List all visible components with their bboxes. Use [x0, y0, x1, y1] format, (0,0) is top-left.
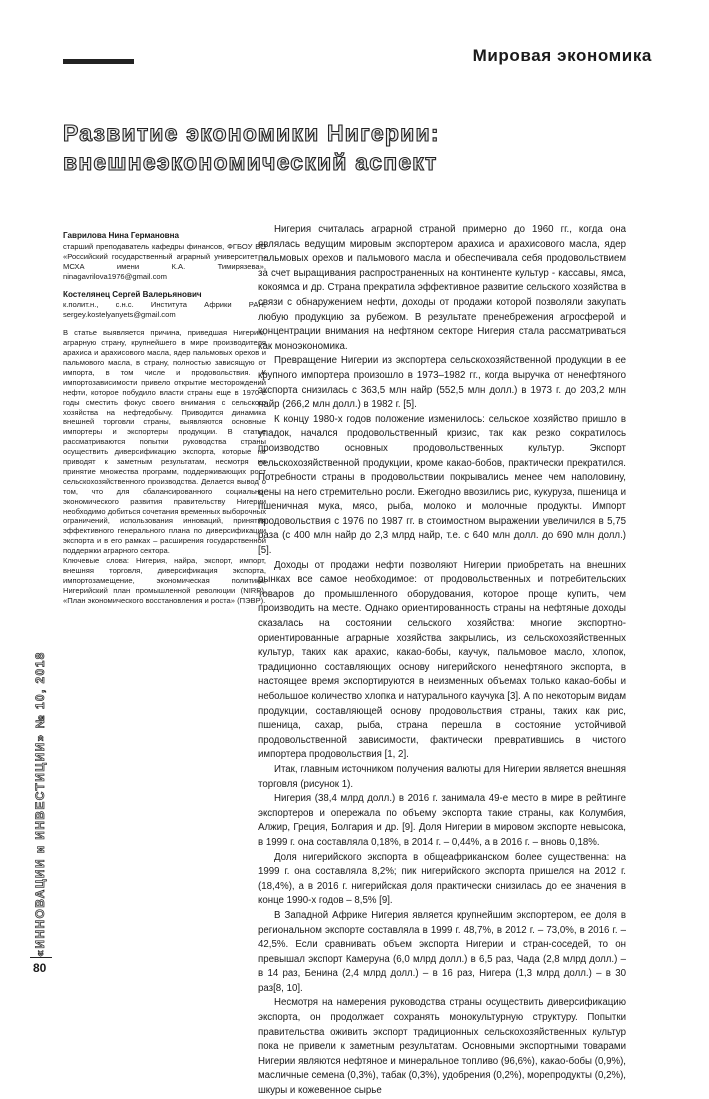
article-title-line-2: внешнеэкономический аспект: [63, 149, 438, 175]
author-name: Гаврилова Нина Германовна: [63, 231, 180, 240]
body-paragraph: Доля нигерийского экспорта в общеафриканском более существенна: на 1999 г. она составляла 8,2%; пик нигерийского экспорта пришелся на 2012 г. (18,4%), а в 2016 г. нигерийская доля практически снизилась до ее значения в конце 1990-х годов – 8,5% [9].: [258, 851, 626, 907]
body-paragraph: Итак, главным источником получения валюты для Нигерии является внешняя торговля (рисунок 1).: [258, 763, 626, 790]
page-number: 80: [33, 961, 47, 975]
author-info: к.полит.н., с.н.с. Института Африки РАН, sergey.kostelyanyets@gmail.com: [63, 300, 266, 320]
body-paragraph: Несмотря на намерения руководства страны осуществить диверсификацию экспорта, он продолжает сохранять монокультурную структуру. Попытки правительства оживить экспорт традиционных сельскохозяйственных культур пока не привели к заметным результатам. Основными экспортными товарами Нигерии являются нефтяное и минеральное топливо (96,6%), какао-бобы (0,9%), масличные семена (0,3%), табак (0,3%), удобрения (0,2%), морепродукты (0,2%), шкуры и кожевенное сырье: [258, 997, 626, 1097]
body-paragraph: Превращение Нигерии из экспортера сельскохозяйственной продукции в ее крупного импортера произошло в 1973–1982 гг., когда выручка от ненефтяного экспорта снизилась с 363,5 млн найр (552,5 млн долл.) в 1973 г. до 203,2 млн найр (266,2 млн долл.) в 1982 г. [5].: [258, 355, 626, 411]
article-title: [63, 119, 623, 177]
body-paragraph: Нигерия (38,4 млрд долл.) в 2016 г. занимала 49-е место в мире в рейтинге экспортеров и опережала по объему экспорта такие страны, как Колумбия, Алжир, Греция, Болгария и др. [9]. Доля Нигерии в мировом экспорте невысока, в 1999 г. она составляла 0,18%, в 2014 г. – 0,44%, а в 2016 г. – вновь 0,18%.: [258, 793, 626, 848]
keywords: Ключевые слова: Нигерия, найра, экспорт, импорт, внешняя торговля, диверсификация экспорта, импортозамещение, экономическая политика, Нигерийский план промышленной революции (NIRP), «План экономического восстановления и роста» (ПЭВР).: [63, 556, 266, 605]
author-column: [63, 231, 266, 606]
body-paragraph: Нигерия считалась аграрной страной примерно до 1960 гг., когда она являлась ведущим мировым экспортером арахиса и арахисового масла, ядер пальмовых орехов и пальмового масла и обеспечивала себя продовольствием за счет выращивания распространенных на континенте культур - кассавы, ямса, кокоямса и др. Страна прекратила эффективное развитие сельского хозяйства в связи с обнаружением нефти, доходы от продажи которой позволяли закупать любую продукцию за рубежом. В результате пренебрежения агросферой и концентрации внимания на нефтяном секторе Нигерия стала рассматриваться как моноэкономика.: [258, 224, 626, 352]
author-info: старший преподаватель кафедры финансов, ФГБОУ ВО «Российский государственный аграрный университет – МСХА имени К.А. Тимирязева», ninagavrilova1976@gmail.com: [63, 241, 266, 281]
article-body: [258, 223, 626, 1099]
journal-name: «ИННОВАЦИИ и ИНВЕСТИЦИИ» № 10, 2018: [33, 651, 47, 957]
journal-sidebar: [28, 651, 52, 957]
abstract-text: В статье выявляется причина, приведшая Нигерию, аграрную страну, крупнейшего в мире производителя арахиса и арахисового масла, ядер пальмовых орехов и пальмового масла, в страну, полностью зависящую от импорта, в том числе и продовольствия. К импортозависимости привело открытие месторождений нефти, которое побудило власти страны еще в 1970-е годы сместить фокус своего внимания с сельского хозяйства на нефтедобычу. Приводится динамика внешней торговли страны, выявляются основные импортеры и экспортеры продукции. В статье рассматриваются попытки руководства страны осуществить диверсификацию экспорта, которые не приводят к заметным результатам, несмотря на принятие множества программ, поддерживающих рост сельскохозяйственного производства. Делается вывод о том, что для сбалансированного социально-экономического развития правительству Нигерии необходимо добиться сочетания временных выборочных ограничений, использования инноваций, принятия эффективного генерального плана по диверсификации экспорта и в его рамках – расширения государственной поддержки аграрного сектора.: [63, 328, 266, 556]
page-number-rule: [30, 957, 52, 958]
body-paragraph: В Западной Африке Нигерия является крупнейшим экспортером, ее доля в региональном экспорте составляла в 1999 г. 48,7%, в 2012 г. – 73,0%, в 2016 г. – 42,5%. Если сравнивать объем экспорта Нигерии и стран-соседей, то он превышал экспорт Камеруна (6,0 млрд долл.) в 6,5 раз, Чада (2,8 млрд долл.) – в 14 раз, Бенина (2,4 млрд долл.) – в 16 раз, Нигера (1,3 млрд долл.) – в 30 раз[8, 10].: [258, 909, 626, 994]
author-name: Костелянец Сергей Валерьянович: [63, 289, 202, 299]
body-paragraph: К концу 1980-х годов положение изменилось: сельское хозяйство пришло в упадок, начался продовольственный кризис, так как резко сократилось производство основных продовольственных культур. Экспорт сельскохозяйственной продукции, кроме какао-бобов, практически прекратился. Потребности страны в продовольствии покрывались менее чем наполовину, цены на него стремительно росли. Ежегодно ввозились рис, кукуруза, пшеница и пшеничная мука, мясо, рыба, молоко и молочные продукты. Импорт продовольствия с 1976 по 1987 гг. в стоимостном выражении увеличился в 5,75 раза (с 400 млн найр до 2,3 млрд найр, т.е. с 640 млн долл. до 690 млн долл.) [5].: [258, 413, 626, 557]
section-title: Мировая экономика: [472, 46, 652, 65]
body-paragraph: Доходы от продажи нефти позволяют Нигерии приобретать на внешних рынках все самое необходимое: от продовольственных и потребительских товаров до промышленного оборудования, которое проще купить, чем производить на месте. Однако ориентированность страны на нефтяные доходы сказалась на состоянии сельского хозяйства: многие экспортно-ориентированные аграрные хозяйства закрылись, из сельскохозяйственных культур, таких как арахис, какао-бобы, каучук, пальмовое масло, хлопок, традиционно составляющих основу нигерийского ненефтяного экспорта, в настоящее время экспортируются в неизменных объемах только какао-бобы и небольшое количество хлопка и натурального каучука [3]. А по некоторым видам продукции, составляющей основу продовольствия страны, таких как рис, пшеница, сахар, рыба, страна перешла в состояние устойчивой продовольственной зависимости, фактически превратившись в чистого импортера продовольствия [1, 2].: [258, 559, 626, 761]
article-title-line-1: Развитие экономики Нигерии:: [63, 120, 440, 146]
header-rule: [63, 59, 134, 64]
